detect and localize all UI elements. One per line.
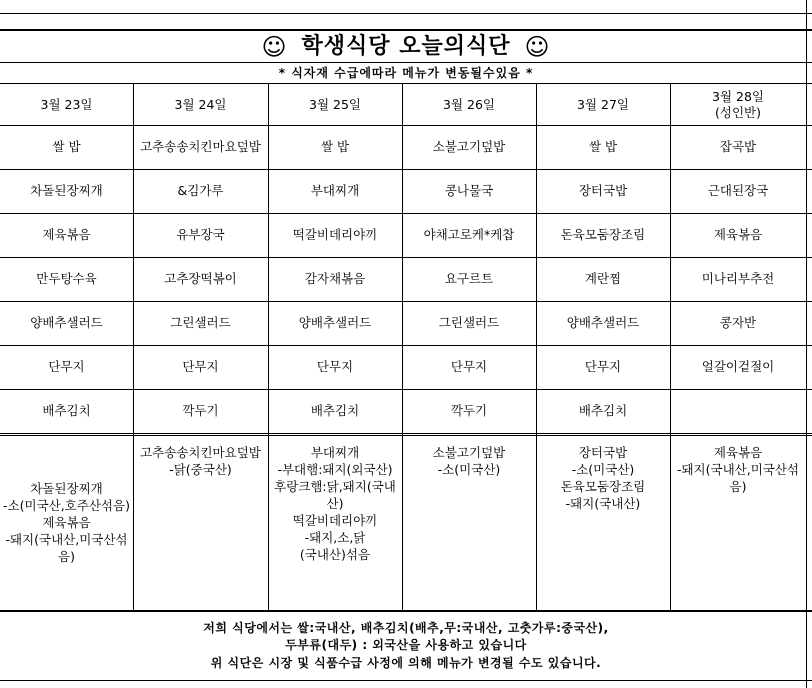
date-header-cell [670, 84, 806, 125]
origin-line: 소불고기덮밥 [432, 445, 506, 460]
menu-item-cell [133, 125, 268, 169]
menu-item-cell [268, 301, 402, 345]
menu-item: 콩나물국 [444, 183, 494, 198]
row-divider [0, 433, 812, 434]
menu-item-cell [0, 125, 133, 169]
origin-line: -돼지,소,닭 [304, 530, 366, 545]
menu-item-cell [670, 345, 806, 389]
column-divider [133, 84, 134, 610]
menu-item-cell [268, 169, 402, 213]
menu-item-cell [402, 125, 536, 169]
menu-item: 고추송송치킨마요덮밥 [140, 139, 261, 154]
menu-item: 단무지 [182, 359, 219, 374]
origin-line: -부대햄:돼지(외국산) [277, 462, 393, 477]
menu-item-cell [670, 301, 806, 345]
menu-item-cell [536, 301, 670, 345]
page-title: 학생식당 오늘의식단 [301, 34, 511, 59]
menu-item: 유부장국 [176, 227, 225, 242]
menu-item: 제육볶음 [713, 227, 763, 242]
date-header-cell [133, 84, 268, 125]
menu-item: 계란찜 [584, 271, 622, 286]
column-divider [402, 84, 403, 610]
row-divider [0, 62, 812, 63]
origin-line: -소(미국산) [437, 462, 501, 477]
menu-item: 요구르트 [444, 271, 494, 286]
origin-cell [402, 436, 536, 609]
menu-item-cell [268, 389, 402, 433]
menu-item-cell [536, 213, 670, 257]
origin-line: 차돌된장찌개 [30, 481, 103, 496]
row-divider [0, 345, 812, 346]
origin-line: -소(미국산,호주산섞음) [3, 498, 130, 513]
menu-item-cell [670, 389, 806, 433]
menu-item-cell [0, 345, 133, 389]
origin-line: -돼지(국내산,미국산섞음) [676, 462, 800, 494]
menu-item-cell [133, 345, 268, 389]
menu-item: 근대된장국 [707, 183, 769, 198]
menu-item-cell [268, 213, 402, 257]
menu-item-cell [536, 257, 670, 301]
menu-item: 떡갈비데리야끼 [292, 227, 378, 242]
origin-line: 고추송송치킨마요덮밥 [140, 445, 261, 460]
row-divider [0, 213, 812, 214]
origin-line: -소(미국산) [571, 462, 635, 477]
footer-cell [0, 613, 812, 679]
menu-item-cell [268, 345, 402, 389]
menu-item: 미나리부추전 [701, 271, 775, 286]
menu-item: 그린샐러드 [170, 315, 231, 330]
menu-item: 장터국밥 [578, 183, 628, 198]
menu-item: 단무지 [316, 359, 354, 374]
menu-item-cell [536, 345, 670, 389]
menu-item: 쌀 밥 [588, 139, 618, 154]
menu-item: 배추김치 [578, 403, 628, 418]
date-label: 3월 23일 [40, 96, 93, 112]
menu-item: 고추장떡볶이 [164, 271, 237, 286]
menu-item: 만두탕수육 [36, 271, 97, 286]
date-label: 3월 25일 [309, 96, 361, 112]
date-label: 3월 24일 [174, 96, 227, 112]
menu-item-cell [670, 125, 806, 169]
row-divider [0, 611, 812, 612]
date-header-cell [536, 84, 670, 125]
date-header-cell [268, 84, 402, 125]
menu-item-cell [402, 345, 536, 389]
date-label: 3월 27일 [577, 96, 629, 112]
menu-item-cell [536, 125, 670, 169]
menu-item: 제육볶음 [42, 227, 91, 242]
menu-item-cell [133, 389, 268, 433]
menu-item: 콩자반 [719, 315, 757, 330]
row-divider [0, 435, 812, 436]
footer-line: 두부류(대두) : 외국산을 사용하고 있습니다 [285, 638, 527, 653]
menu-item: 잡곡밥 [719, 139, 757, 154]
menu-item-cell [402, 257, 536, 301]
column-divider [806, 0, 807, 688]
menu-item: 깍두기 [450, 403, 488, 418]
origin-line: 제육볶음 [713, 445, 763, 460]
row-divider [0, 301, 812, 302]
menu-item: 부대찌개 [310, 183, 360, 198]
menu-item-cell [0, 213, 133, 257]
column-divider [536, 84, 537, 610]
menu-item: 감자채볶음 [304, 271, 366, 286]
menu-item: 양배추샐러드 [298, 315, 372, 330]
row-divider [0, 83, 812, 84]
row-divider [0, 389, 812, 390]
menu-item: 그린샐러드 [438, 315, 500, 330]
menu-item: &김가루 [177, 183, 224, 198]
row-divider [0, 169, 812, 170]
row-divider [0, 257, 812, 258]
menu-item: 단무지 [584, 359, 622, 374]
menu-item: 배추김치 [310, 403, 360, 418]
menu-item-cell [133, 301, 268, 345]
footer-line: 위 식단은 시장 및 식품수급 사정에 의해 메뉴가 변경될 수도 있습니다. [210, 655, 602, 670]
origin-cell [0, 436, 133, 609]
menu-item-cell [0, 389, 133, 433]
menu-item-cell [0, 301, 133, 345]
menu-item: 단무지 [48, 359, 85, 374]
column-divider [268, 84, 269, 610]
column-divider [670, 84, 671, 610]
title-cell [0, 31, 812, 63]
menu-item-cell [402, 389, 536, 433]
menu-item: 깍두기 [182, 403, 219, 418]
origin-cell [536, 436, 670, 609]
menu-item-cell [0, 257, 133, 301]
origin-line: -닭(중국산) [169, 462, 232, 477]
menu-item-cell [133, 169, 268, 213]
menu-item-cell [536, 169, 670, 213]
menu-item-cell [670, 169, 806, 213]
menu-item: 야채고로케*케찹 [423, 227, 515, 242]
origin-cell [133, 436, 268, 609]
origin-line: -돼지(국내산,미국산섞음) [5, 532, 128, 564]
origin-line: 돈육모둠장조림 [560, 479, 646, 494]
menu-item-cell [402, 213, 536, 257]
menu-item: 얼갈이겉절이 [701, 359, 775, 374]
row-divider [0, 125, 812, 126]
row-divider [0, 30, 812, 31]
origin-line: 장터국밥 [578, 445, 628, 460]
menu-item-cell [133, 257, 268, 301]
menu-item: 양배추샐러드 [30, 315, 103, 330]
menu-item: 차돌된장찌개 [30, 183, 103, 198]
date-header-cell [0, 84, 133, 125]
menu-item-cell [402, 301, 536, 345]
menu-item: 단무지 [450, 359, 488, 374]
menu-item: 쌀 밥 [320, 139, 350, 154]
menu-item: 소불고기덮밥 [432, 139, 506, 154]
row-divider [0, 680, 812, 681]
origin-line: -돼지(국내산) [565, 496, 641, 511]
date-label: 3월 26일 [443, 96, 495, 112]
menu-item-cell [133, 213, 268, 257]
menu-item: 양배추샐러드 [566, 315, 640, 330]
menu-item-cell [268, 257, 402, 301]
origin-line: 떡갈비데리야끼 [292, 513, 378, 528]
menu-item-cell [268, 125, 402, 169]
smiley-face-icon: ☺ [524, 33, 551, 61]
row-divider [0, 13, 812, 14]
date-label: 3월 28일 [712, 88, 764, 104]
origin-line: 후랑크햄:닭,돼지(국내산) [274, 479, 396, 511]
menu-item: 쌀 밥 [52, 139, 81, 154]
origin-cell [670, 436, 806, 609]
notice-text: * 식자재 수급에따라 메뉴가 변동될수있음 * [278, 66, 534, 80]
origin-cell [268, 436, 402, 609]
origin-line: 부대찌개 [310, 445, 360, 460]
menu-item: 배추김치 [42, 403, 91, 418]
notice-cell [0, 63, 812, 83]
menu-item-cell [670, 257, 806, 301]
origin-line: (국내산)섞음 [299, 547, 371, 562]
origin-line: 제육볶음 [42, 515, 91, 530]
menu-item-cell [402, 169, 536, 213]
menu-item: 돈육모둠장조림 [560, 227, 646, 242]
footer-line: 저희 식당에서는 쌀:국내산, 배추김치(배추,무:국내산, 고춧가루:중국산), [203, 620, 609, 635]
date-header-cell [402, 84, 536, 125]
smiley-face-icon: ☺ [261, 33, 288, 61]
menu-item-cell [536, 389, 670, 433]
menu-item-cell [670, 213, 806, 257]
date-note: (성인반) [715, 104, 761, 120]
menu-item-cell [0, 169, 133, 213]
